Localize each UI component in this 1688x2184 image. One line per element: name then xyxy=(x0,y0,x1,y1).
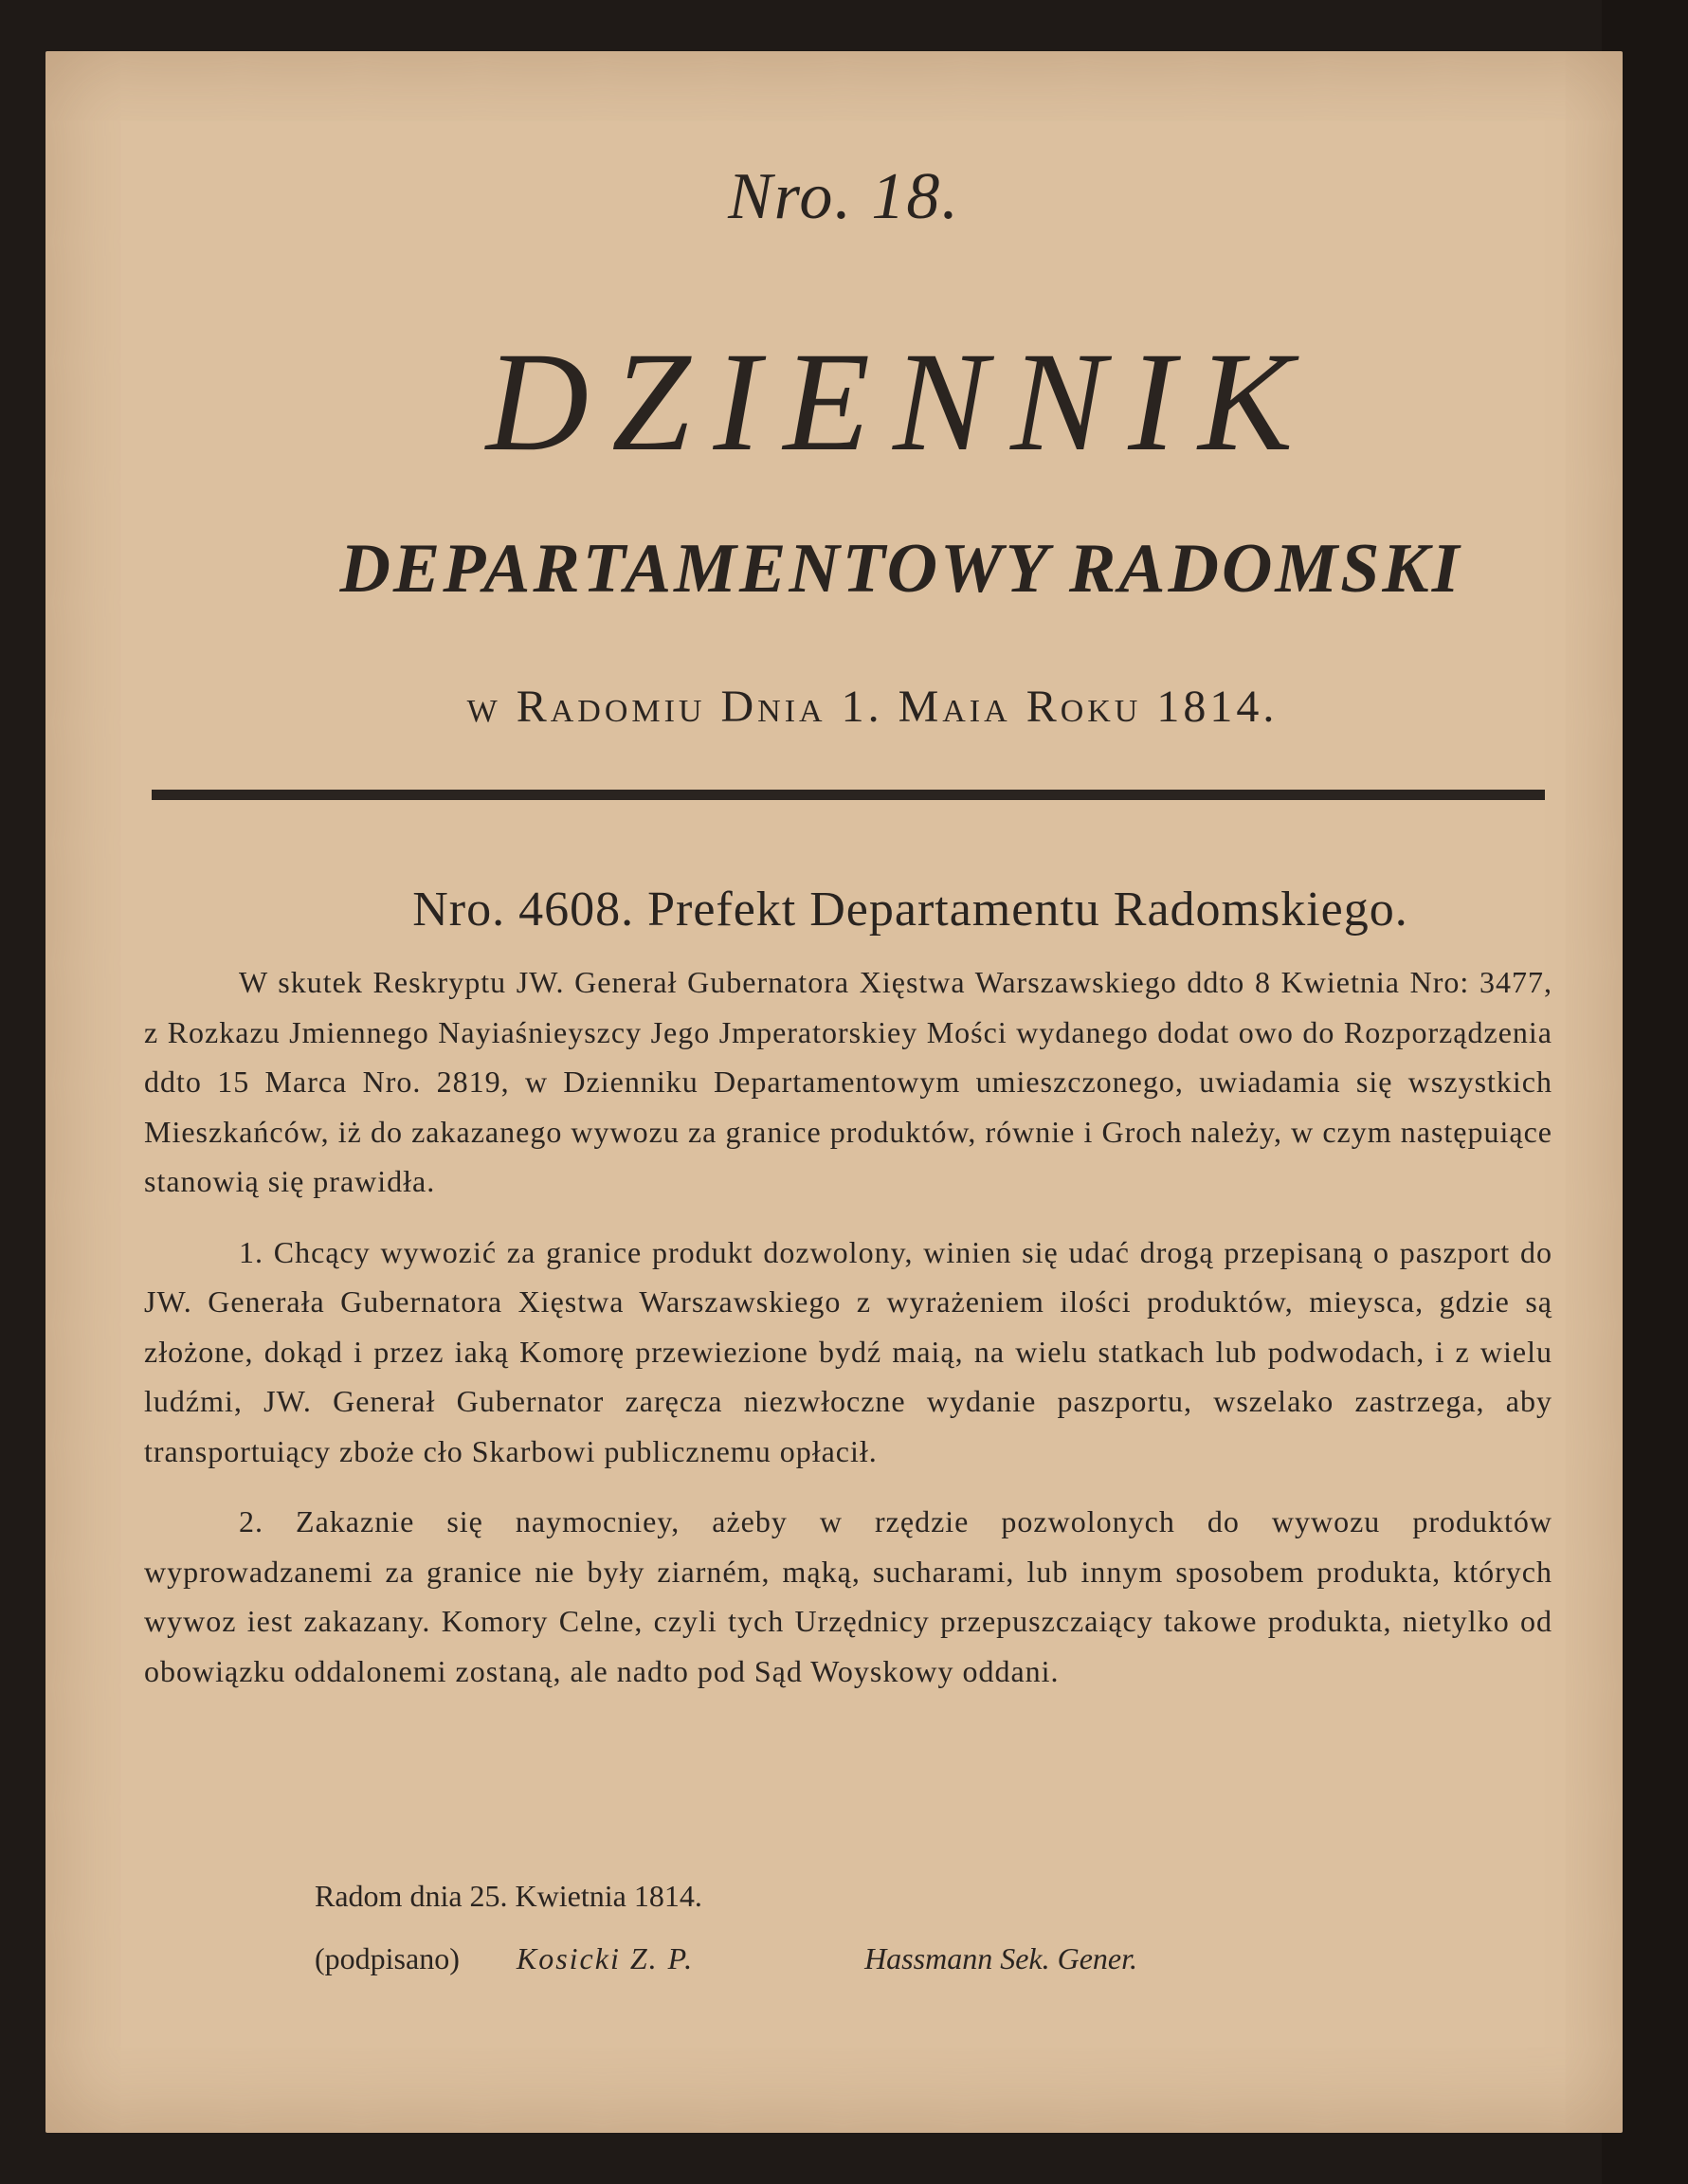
header-rule xyxy=(152,790,1545,800)
signature-line xyxy=(315,1941,1547,1976)
notice-paragraph: 1. Chcący wywozić za granice produkt dozwolony, winien się udać drogą przepisaną o paszport do JW. Generała Gubernatora Xięstwa Warszawskiego z wyrażeniem ilości produktów, mieysca, gdzie są złożone, dokąd i przez iaką Komorę przewiezione bydź maią, na wielu statkach lub podwodach, i z wielu ludźmi, JW. Generał Gubernator zaręcza niezwłoczne wydanie paszportu, wszelako zastrzega, aby transportuiący zboże cło Skarbowi publicznemu opłacił. xyxy=(144,1234,1552,1468)
masthead-title: DZIENNIK xyxy=(485,323,1316,481)
issue-number: Nro. 18. xyxy=(728,160,960,233)
notice-heading: Nro. 4608. Prefekt Departamentu Radomskiego. xyxy=(412,883,1408,937)
closing-date: Radom dnia 25. Kwietnia 1814. xyxy=(315,1879,702,1913)
masthead-subtitle: DEPARTAMENTOWY RADOMSKI xyxy=(339,530,1462,608)
signed-label: (podpisano) xyxy=(315,1941,460,1975)
notice-paragraph: W skutek Reskryptu JW. Generał Gubernatora Xięstwa Warszawskiego ddto 8 Kwietnia Nro: 3477, z Rozkazu Jmiennego Nayiaśnieyszcy Jego Jmperatorskiey Mości wydanego dodat owo do Rozporządzenia ddto 15 Marca Nro. 2819, w Dzienniku Departamentowym umieszczonego, uwiadamia się wszystkich Mieszkańców, iż do zakazanego wywozu za granice produktów, równie i Groch należy, w czym następuiące stanowią się prawidła. xyxy=(144,965,1552,1198)
notice-paragraph: 2. Zakaznie się naymocniey, ażeby w rzędzie pozwolonych do wywozu produktów wyprowadzanemi za granice nie były ziarném, mąką, sucharami, lub innym sposobem produkta, których wywoz iest zakazany. Komory Celne, czyli tych Urzędnicy przepuszczaiący takowe produkta, nietylko od obowiązku oddalonemi zostaną, ale nadto pod Sąd Woyskowy oddani. xyxy=(144,1504,1552,1688)
signature-secretary: Hassmann Sek. Gener. xyxy=(864,1941,1138,1975)
notice-body xyxy=(144,957,1552,1696)
dateline: w Radomiu Dnia 1. Maia Roku 1814. xyxy=(466,682,1279,732)
signature-prefect: Kosicki Z. P. xyxy=(516,1941,695,1975)
